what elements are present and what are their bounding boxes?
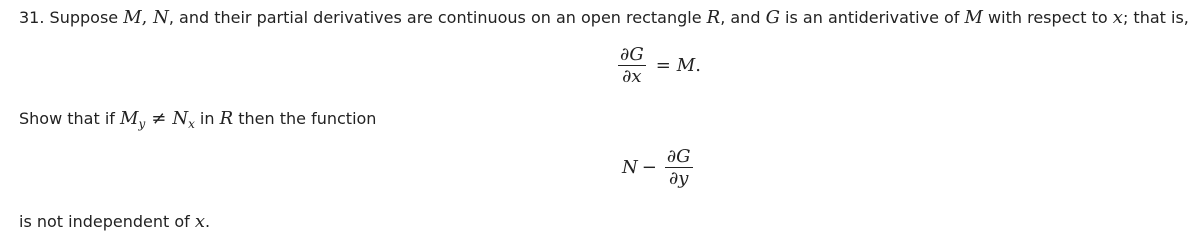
equals-sign: = [655,55,671,76]
fraction-denominator [667,168,690,189]
period: . [205,212,211,231]
math-var-R: R [706,7,721,28]
math-var-y: y [678,168,689,189]
intro-text-5: with respect to [982,8,1113,27]
intro-text-4: is an antiderivative of [779,8,965,27]
fraction-denominator [620,66,643,87]
period: . [695,55,701,76]
fraction-dG-dx [618,44,646,87]
math-var-M-2: M [964,7,983,28]
math-var-R: R [219,108,234,129]
intro-text-2: , and their partial derivatives are continuous on an open rectangle [168,8,707,27]
problem-number: 31. [19,8,45,27]
math-var-G: G [629,44,644,65]
equation-N-minus-dG-dy [622,146,697,189]
subscript-y: y [138,117,146,131]
math-var-M: M [120,108,139,129]
intro-text-3: , and [720,8,766,27]
math-var-x: x [194,211,206,232]
intro-text-1: Suppose [44,8,124,27]
math-var-N: N [172,108,189,129]
subscript-x: x [188,117,195,131]
partial-symbol: ∂ [622,66,632,87]
not-equal-sign: ≠ [151,108,167,129]
show-text-3: then the function [233,109,377,128]
partial-symbol: ∂ [666,146,677,167]
math-var-N: N [622,157,638,178]
minus-sign: − [641,157,657,178]
show-text-1: Show that if [19,109,120,128]
conclusion-statement [19,212,210,232]
math-var-x: x [1112,7,1123,28]
partial-symbol: ∂ [668,168,679,189]
show-text-2: in [194,109,220,128]
intro-text-6: ; that is, [1122,8,1189,27]
math-comma: , [141,7,154,28]
equation-dG-dx [614,44,701,87]
math-var-G: G [765,7,780,28]
fraction-dG-dy [665,146,693,189]
math-var-G: G [676,146,691,167]
partial-symbol: ∂ [620,44,630,65]
math-var-M: M [123,7,142,28]
show-statement [19,109,376,130]
problem-statement-intro [19,8,1189,28]
math-var-x: x [631,66,642,87]
math-var-N: N [153,7,169,28]
fraction-numerator [618,44,646,65]
fraction-numerator [665,146,693,167]
conclusion-text: is not independent of [19,212,195,231]
math-var-M: M [676,55,696,76]
